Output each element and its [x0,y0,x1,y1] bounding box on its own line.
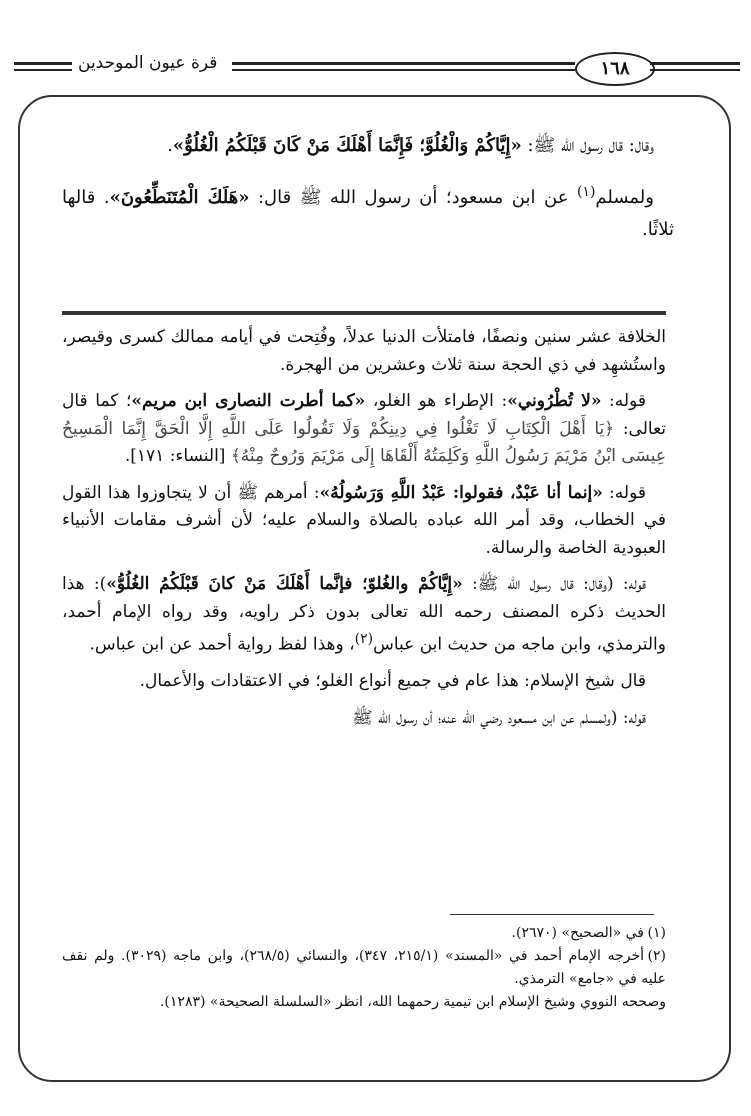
commentary-paragraph: الخلافة عشر سنين ونصفًا، فامتلأت الدنيا عدلاً، وفُتِحت في أيامه ممالك كسرى وقيصر، واستُشهِد في ذي الحجة سنة ثلاث وعشرين من الهجرة. [62,327,666,375]
hadith-text: «إِيَّاكُمْ وَالْغُلُوَّ؛ فَإِنَّمَا أَهْلَكَ مَنْ كَانَ قَبْلَكُمُ الْغُلُوُّ» [172,135,522,156]
footnote-rule [450,914,654,915]
commentary-text: ): هذا الحديث ذكره المصنف رحمه الله تعالى بدون ذكر راويه، وقد رواه الإمام أحمد، والترمذي، وابن ماجه من حديث ابن عباس [62,574,666,655]
quoted-phrase: «إنما أنا عَبْدٌ، فقولوا: عَبْدُ اللَّهِ وَرَسُولُهُ» [319,482,603,503]
commentary-text: ؛ كما قال تعالى: [62,391,667,439]
footnote [62,991,666,1014]
footnote-number: (٢) [647,948,666,964]
quote-intro: ولمسلم [595,187,654,208]
commentary-lead: قوله: (وقال: قال رسول الله ﷺ: [462,574,646,594]
commentary-paragraph: قوله: (ولمسلم عن ابن مسعود رضي الله عنه؛ أن رسول الله ﷺ [352,707,646,728]
footnote-ref: (٢) [354,631,374,647]
quoted-phrase: «كما أطرت النصارى ابن مريم» [131,391,366,411]
header-rule [232,69,575,71]
quote-paragraph [62,176,674,246]
footnote-text: وصححه النووي وشيخ الإسلام ابن تيمية رحمهما الله، انظر «السلسلة الصحيحة» (١٢٨٣). [159,994,666,1010]
section-divider [62,311,666,315]
quoted-phrase: «إِيَّاكُمْ والغُلوّ؛ فإنَّما أَهْلَكَ مَنْ كانَ قَبْلَكُمُ الغُلُوُّ» [106,574,463,594]
quran-verse: ﴿يَا أَهْلَ الْكِتَابِ لَا تَغْلُوا فِي دِينِكُمْ وَلَا تَقُولُوا عَلَى اللَّهِ إِلَّا الْحَقَّ إِنَّمَا الْمَسِيحُ عِيسَى ابْنُ مَرْيَمَ رَسُولُ اللَّهِ وَكَلِمَتُهُ أَلْقَاهَا إِلَى مَرْيَمَ وَرُوحٌ مِنْهُ﴾ [62,418,666,466]
commentary-paragraph [62,571,666,659]
footnotes [62,922,666,1014]
running-title: قرة عيون الموحدين [78,53,218,73]
quoted-phrase: «لا تُطْرُوني» [507,391,602,411]
quote-end: . [167,135,173,156]
commentary-text: ، وهذا لفظ رواية أحمد عن ابن عباس. [89,634,355,655]
quote-paragraph [62,130,674,162]
hadith-quote-block [62,130,674,260]
commentary-lead: قوله: [601,391,646,411]
commentary-paragraph [62,388,666,471]
quote-end: . قالها ثلاثًا. [62,187,674,240]
footnote-number: (١) [647,925,666,941]
commentary-text: : الإطراء هو الغلو، [365,391,508,411]
header-rule [650,62,740,65]
footnote-text: أخرجه الإمام أحمد في «المسند» (٢١٥/١، ٣٤٧)، والنسائي (٢٦٨/٥)، وابن ماجه (٣٠٢٩). ولم نقف عليه في «جامع» الترمذي. [62,948,666,987]
footnote-text: في «الصحيح» (٢٦٧٠). [511,925,644,941]
footnote [62,945,666,991]
commentary-block [62,324,666,741]
quote-mid: عن ابن مسعود؛ أن رسول الله ﷺ قال: [249,187,577,208]
commentary-lead: قوله: [602,482,646,503]
header-rule [14,62,72,65]
footnote-ref: (١) [576,184,596,200]
verse-reference: [النساء: ١٧١]. [124,446,231,466]
header-rule [14,69,72,71]
hadith-text: «هَلَكَ الْمُتَنَطِّعُونَ» [109,187,250,208]
header-rule [650,69,740,71]
commentary-paragraph: قال شيخ الإسلام: هذا عام في جميع أنواع الغلو؛ في الاعتقادات والأعمال. [139,671,646,692]
page-number: ١٦٨ [575,52,655,86]
page-header [0,38,751,88]
footnote [62,922,666,945]
quote-intro: وقال: قال رسول الله ﷺ: [521,135,654,156]
header-rule [232,62,575,65]
commentary-text: : أمرهم ﷺ أن لا يتجاوزوا هذا القول في الخطاب، وقد أمر الله عباده بالصلاة والسلام عليه؛ لأن أشرف مقامات الأنبياء العبودية الخاصة والرسالة. [62,482,666,558]
commentary-paragraph [62,480,666,563]
